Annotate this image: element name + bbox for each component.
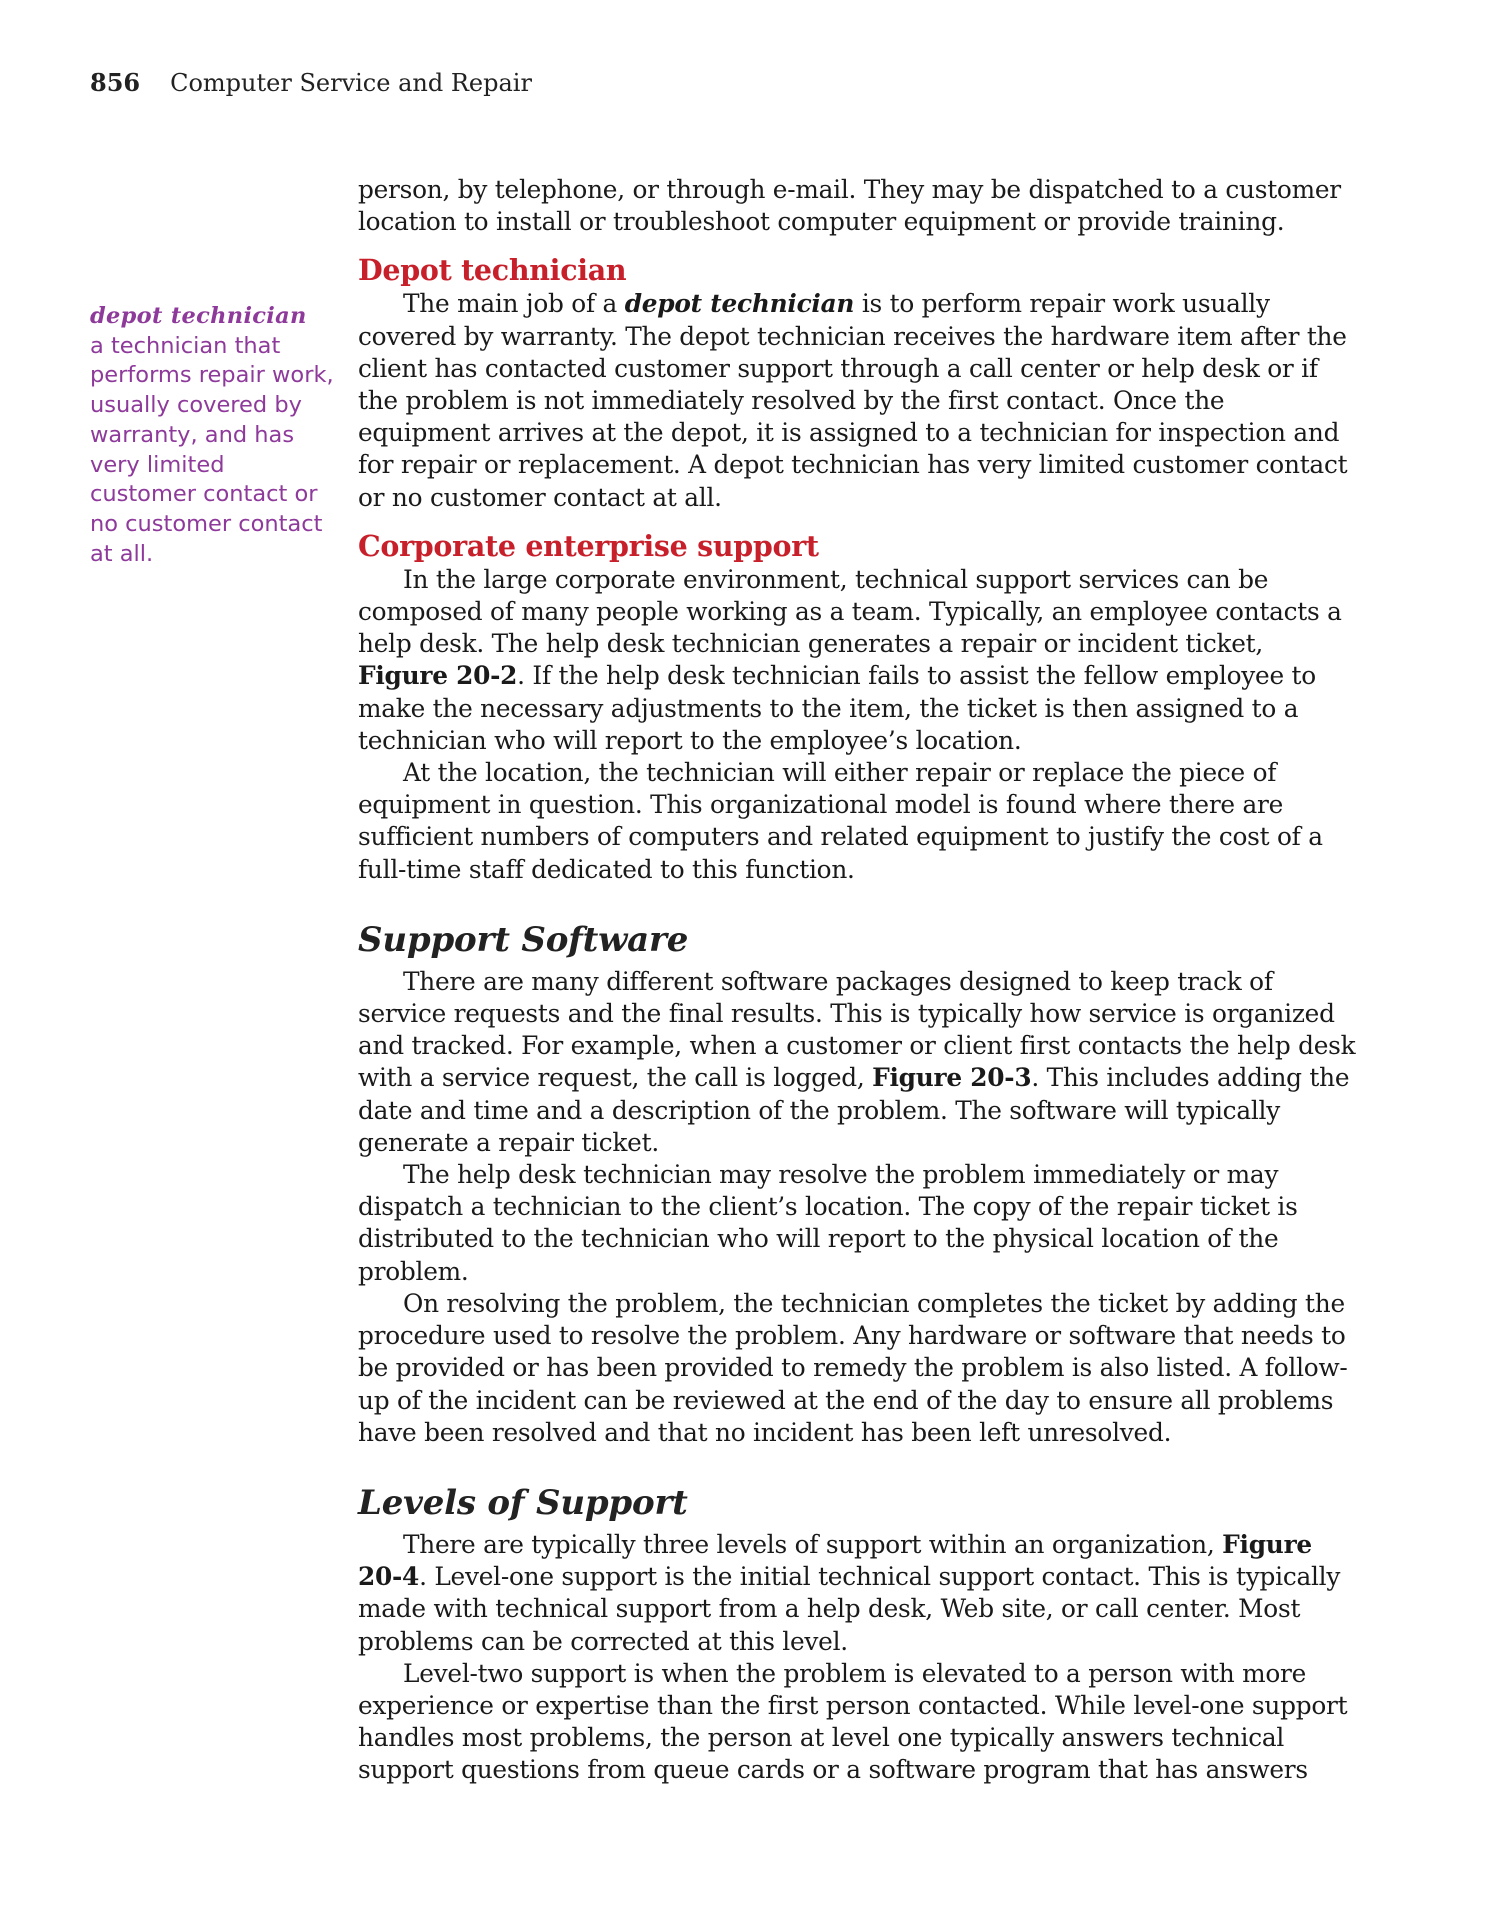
heading-support-software: Support Software [358, 919, 689, 960]
main-text-column [358, 174, 1358, 1787]
corporate-paragraph-2: At the location, the technician will either repair or replace the piece of equipment in question. This organizational model is found where there are sufficient numbers of computers and related equipment to justify the cost of a full-time staff dedicated to this function. [358, 758, 1323, 884]
page-number: 856 [90, 68, 141, 97]
text-run: . If the help desk technician fails to assist the fellow employee to make the necessary adjustments to the item, the ticket is then assigned to a technician who will report to the employee’s location. [358, 661, 1316, 755]
levels-paragraph-2: Level-two support is when the problem is elevated to a person with more experience or expertise than the first person contacted. While level-one support handles most problems, the person at level one typically answers technical support questions from queue cards or a software program that has answers [358, 1658, 1348, 1785]
page-header [90, 68, 532, 97]
figure-reference: Figure 20-4 [358, 1529, 1312, 1592]
text-run: . This includes adding the date and time and a description of the problem. The software will typically generate a repair ticket. [358, 1063, 1350, 1157]
levels-paragraph-1 [358, 1529, 1358, 1658]
text-run: There are typically three levels of support within an organization, [403, 1529, 1223, 1559]
depot-paragraph-1 [358, 288, 1358, 513]
intro-paragraph: person, by telephone, or through e-mail. They may be dispatched to a customer location to install or troubleshoot computer equipment or provide training. [358, 175, 1341, 237]
text-run: . Level-one support is the initial technical support contact. This is typically made with technical support from a help desk, Web site, or call center. Most problems can be corrected at this level. [358, 1562, 1341, 1656]
text-run: There are many different software packages designed to keep track of service requests and the final results. This is typically how service is organized and tracked. For example, when a customer or client first contacts the help desk with a service request, the call is logged, [358, 966, 1356, 1093]
support-software-paragraph-1 [358, 966, 1358, 1159]
glossary-term: depot technician [90, 303, 307, 329]
support-software-paragraph-2: The help desk technician may resolve the problem immediately or may dispatch a technician to the client’s location. The copy of the repair ticket is distributed to the technician who will report to the physical location of the problem. [358, 1160, 1298, 1286]
text-run: The main job of a [403, 289, 625, 319]
support-software-paragraph-3: On resolving the problem, the technician completes the ticket by adding the procedure used to resolve the problem. Any hardware or software that needs to be provided or has been provided to remedy the problem is also listed. A follow-up of the incident can be reviewed at the end of the day to ensure all problems have been resolved and that no incident has been left unresolved. [358, 1288, 1348, 1447]
figure-reference: Figure 20-3 [872, 1063, 1032, 1093]
text-run: is to perform repair work usually covered by warranty. The depot technician receives the hardware item after the client has contacted customer support through a call center or help desk or if the problem is not immediately resolved by the first contact. Once the equipment arrives at the depot, it is assigned to a technician for inspection and for repair or replacement. A depot technician has very limited customer contact or no customer contact at all. [358, 289, 1348, 512]
glossary-definition: a technician that performs repair work, usually covered by warranty, and has very limited customer contact or no customer contact at all. [90, 332, 334, 567]
text-run: In the large corporate environment, technical support services can be composed of many people working as a team. Typically, an employee contacts a help desk. The help desk technician generates a repair or incident ticket, [358, 564, 1342, 659]
corporate-paragraph-1 [358, 564, 1358, 757]
heading-levels-of-support: Levels of Support [358, 1482, 688, 1523]
heading-depot-technician: Depot technician [358, 253, 627, 288]
key-term: depot technician [624, 289, 855, 319]
margin-glossary [90, 302, 335, 569]
figure-reference: Figure 20-2 [358, 661, 518, 691]
heading-corporate-enterprise-support: Corporate enterprise support [358, 528, 819, 563]
book-title: Computer Service and Repair [170, 69, 532, 97]
